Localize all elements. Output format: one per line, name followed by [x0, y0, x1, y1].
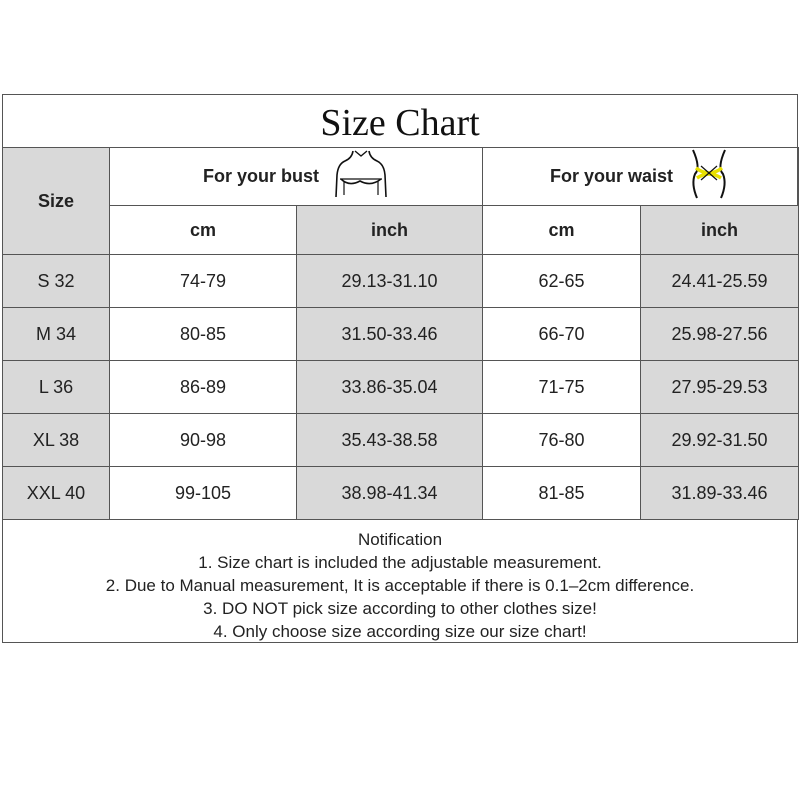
notification-heading: Notification: [357, 530, 443, 549]
notification-line: 2. Due to Manual measurement, It is acceptable if there is 0.1–2cm difference.: [105, 576, 695, 595]
table-row: [3, 467, 799, 520]
bust-cm-cell: 99-105: [110, 467, 297, 520]
waist-inch-cell: 25.98-27.56: [641, 308, 799, 361]
unit-waist-inch: inch: [641, 206, 799, 255]
bust-cm-cell: 90-98: [110, 414, 297, 467]
size-table: [2, 147, 799, 520]
waist-cm-cell: 62-65: [483, 255, 641, 308]
bust-inch-cell: 29.13-31.10: [297, 255, 483, 308]
bust-cm-cell: 74-79: [110, 255, 297, 308]
waist-inch-cell: 29.92-31.50: [641, 414, 799, 467]
header-row-top: [3, 148, 799, 206]
waist-header-label: For your waist: [549, 166, 674, 186]
bust-cm-cell: 86-89: [110, 361, 297, 414]
waist-inch-cell: 27.95-29.53: [641, 361, 799, 414]
table-row: [3, 308, 799, 361]
size-cell: M 34: [3, 308, 110, 361]
notification-block: [3, 524, 797, 642]
table-row: [3, 255, 799, 308]
bust-inch-cell: 35.43-38.58: [297, 414, 483, 467]
waist-header: [483, 148, 799, 206]
notification-line: 4. Only choose size according size our size chart!: [213, 622, 587, 641]
bust-inch-cell: 38.98-41.34: [297, 467, 483, 520]
chart-title: Size Chart: [320, 102, 480, 144]
bust-inch-cell: 31.50-33.46: [297, 308, 483, 361]
waist-cm-cell: 81-85: [483, 467, 641, 520]
size-chart: [2, 94, 798, 643]
size-cell: S 32: [3, 255, 110, 308]
waist-inch-cell: 24.41-25.59: [641, 255, 799, 308]
unit-waist-cm: cm: [483, 206, 641, 255]
unit-bust-cm: cm: [110, 206, 297, 255]
bust-figure-icon: [333, 149, 389, 204]
bust-cm-cell: 80-85: [110, 308, 297, 361]
waist-cm-cell: 66-70: [483, 308, 641, 361]
table-row: [3, 361, 799, 414]
notification-line: 3. DO NOT pick size according to other clothes size!: [203, 599, 597, 618]
notification-line: 1. Size chart is included the adjustable measurement.: [198, 553, 602, 572]
header-row-units: [3, 206, 799, 255]
size-cell: XL 38: [3, 414, 110, 467]
bust-header: [110, 148, 483, 206]
waist-cm-cell: 71-75: [483, 361, 641, 414]
size-header: Size: [3, 148, 110, 255]
waist-figure-icon: [687, 148, 731, 205]
bust-header-label: For your bust: [203, 166, 319, 186]
size-cell: XXL 40: [3, 467, 110, 520]
waist-inch-cell: 31.89-33.46: [641, 467, 799, 520]
bust-inch-cell: 33.86-35.04: [297, 361, 483, 414]
unit-bust-inch: inch: [297, 206, 483, 255]
size-cell: L 36: [3, 361, 110, 414]
waist-cm-cell: 76-80: [483, 414, 641, 467]
table-row: [3, 414, 799, 467]
